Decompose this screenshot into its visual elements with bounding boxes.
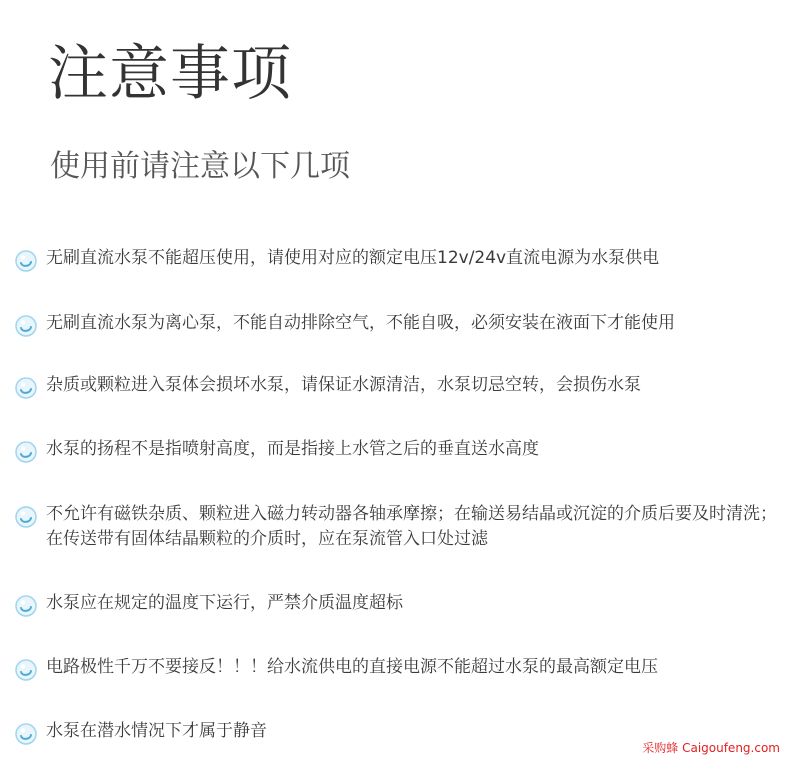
list-item (14, 655, 784, 682)
water-droplet-icon (14, 249, 38, 273)
water-droplet-icon (14, 314, 38, 338)
water-droplet-icon (14, 722, 38, 746)
water-droplet-icon (14, 594, 38, 618)
list-item (14, 373, 784, 400)
list-item (14, 437, 784, 464)
watermark: 采购蜂 Caigoufeng.com (642, 741, 780, 755)
note-text: 水泵在潜水情况下才属于静音 (46, 721, 267, 741)
note-text: 水泵应在规定的温度下运行，严禁介质温度超标 (46, 593, 403, 613)
page-title: 注意事项 (48, 39, 292, 109)
list-item (14, 246, 784, 273)
note-text: 不允许有磁铁杂质、颗粒进入磁力转动器各轴承摩擦；在输送易结晶或沉淀的介质后要及时清洗；在传送带有固体结晶颗粒的介质时，应在泵流管入口处过滤 (46, 504, 777, 549)
water-droplet-icon (14, 440, 38, 464)
list-item (14, 311, 784, 338)
page-subtitle: 使用前请注意以下几项 (50, 149, 350, 184)
list-item (14, 591, 784, 618)
water-droplet-icon (14, 505, 38, 529)
water-droplet-icon (14, 376, 38, 400)
water-droplet-icon (14, 658, 38, 682)
note-text: 电路极性千万不要接反！！！给水流供电的直接电源不能超过水泵的最高额定电压 (46, 657, 658, 677)
note-text: 无刷直流水泵不能超压使用，请使用对应的额定电压12v/24v直流电源为水泵供电 (46, 248, 660, 268)
note-text: 无刷直流水泵为离心泵，不能自动排除空气，不能自吸，必须安装在液面下才能使用 (46, 313, 675, 333)
note-text: 水泵的扬程不是指喷射高度，而是指接上水管之后的垂直送水高度 (46, 439, 539, 459)
note-text: 杂质或颗粒进入泵体会损坏水泵，请保证水源清洁，水泵切忌空转，会损伤水泵 (46, 375, 641, 395)
list-item (14, 502, 784, 552)
